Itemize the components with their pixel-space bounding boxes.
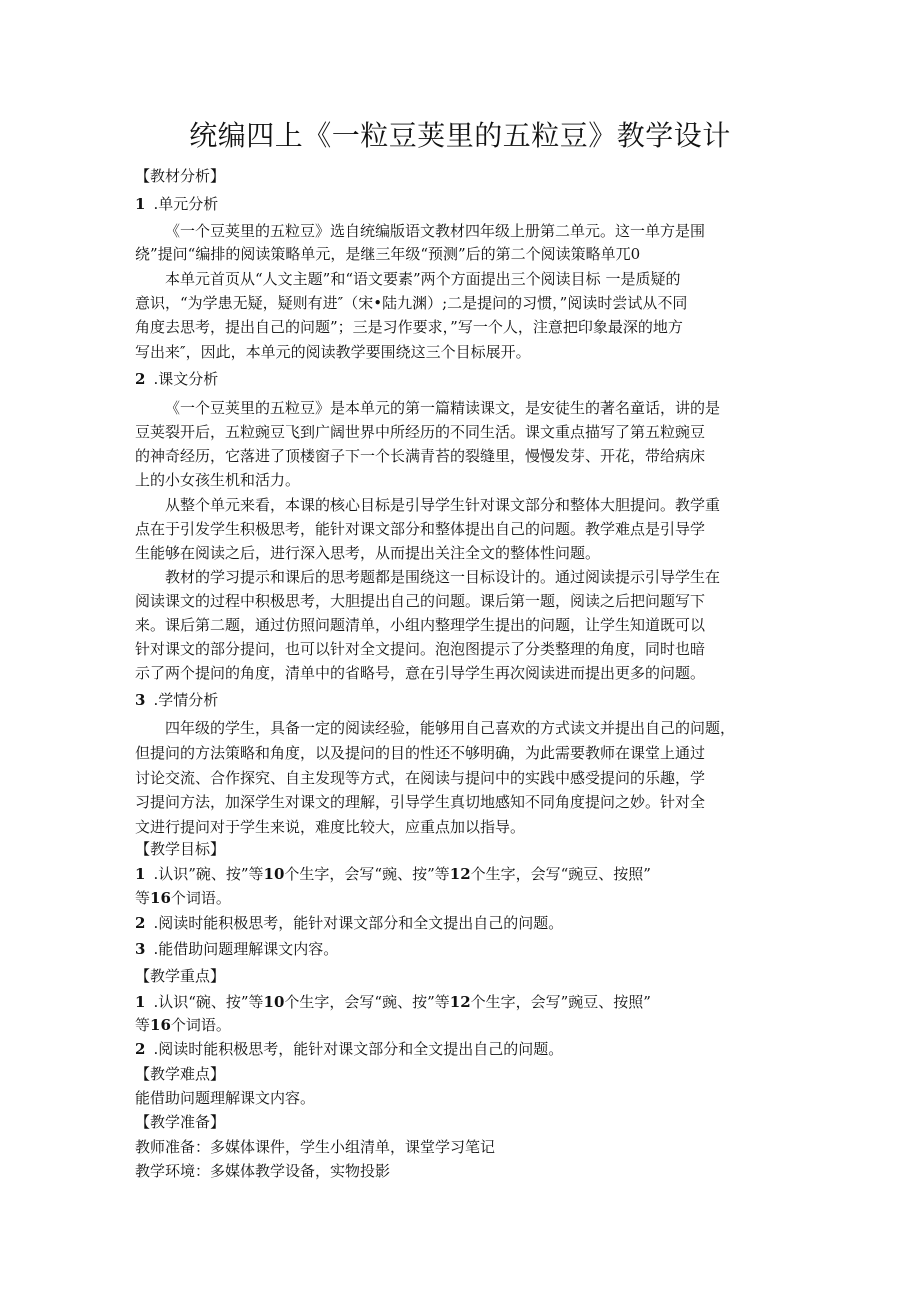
- item-text: .阅读时能积极思考，能针对课文部分和全文提出自己的问题。: [153, 1040, 564, 1058]
- paragraph-line: 习提问方法，加深学生对课文的理解，引导学生真切地感知不同角度提问之妙。针对全: [135, 793, 706, 811]
- key-item-1: [135, 990, 795, 1014]
- paragraph-line: 的神奇经历，它落进了顶楼窗子下一个长满青苔的裂缝里，慢慢发芽、开花，带给病床: [135, 447, 706, 465]
- paragraph-line: 意识，“为学患无疑，疑则有进″（宋•陆九渊）;二是提问的习惯，”阅读时尝试从不同: [135, 294, 688, 312]
- heading-teaching-goals: 【教学目标】: [135, 840, 226, 858]
- item-number-value: 12: [449, 993, 471, 1011]
- paragraph-line: 《一个豆荚里的五粒豆》选自统编版语文教材四年级上册第二单元。这一单方是围: [165, 222, 706, 240]
- item-text: 个生字，会写“豌、按”等: [284, 993, 450, 1011]
- item-number: 2: [135, 914, 146, 932]
- section-label: .学情分析: [153, 691, 219, 709]
- item-text: .阅读时能积极思考，能针对课文部分和全文提出自己的问题。: [153, 914, 564, 932]
- item-number-value: 16: [150, 889, 171, 907]
- paragraph-line: 针对课文的部分提问，也可以针对全文提问。泡泡图提示了分类整理的角度，同时也暗: [135, 640, 706, 658]
- paragraph-line: 来。课后第二题，通过仿照问题清单，小组内整理学生提出的问题，让学生知道既可以: [135, 616, 706, 634]
- goal-item-1: [135, 862, 795, 886]
- prep-environment: 教学环境：多媒体教学设备，实物投影: [135, 1162, 391, 1180]
- paragraph-line: 讨论交流、合作探究、自主发现等方式，在阅读与提问中的实践中感受提问的乐趣，学: [135, 769, 706, 787]
- paragraph-line: 《一个豆荚里的五粒豆》是本单元的第一篇精读课文，是安徒生的著名童话，讲的是: [165, 399, 721, 417]
- paragraph-line: 从整个单元来看，本课的核心目标是引导学生针对课文部分和整体大胆提问。教学重: [165, 496, 721, 514]
- paragraph-line: 写出来″，因此，本单元的阅读教学要围绕这三个目标展开。: [135, 343, 531, 361]
- item-number-value: 10: [263, 865, 285, 883]
- item-number-value: 12: [449, 865, 471, 883]
- section-number: 2: [135, 370, 146, 388]
- goal-item-1-cont: [135, 886, 795, 910]
- subheading-student-analysis: [135, 688, 795, 712]
- prep-teacher: 教师准备：多媒体课件，学生小组清单，课堂学习笔记: [135, 1138, 496, 1156]
- item-text: .能借助问题理解课文内容。: [153, 940, 339, 958]
- subheading-unit-analysis: [135, 192, 795, 216]
- item-text: .认识“碗、按”等: [153, 993, 264, 1011]
- paragraph-line: 四年级的学生，具备一定的阅读经验，能够用自己喜欢的方式读文并提出自己的问题，: [165, 719, 736, 737]
- goal-item-3: [135, 937, 795, 961]
- paragraph-line: 豆荚裂开后，五粒豌豆飞到广阔世界中所经历的不同生活。课文重点描写了第五粒豌豆: [135, 423, 706, 441]
- key-item-2: [135, 1037, 795, 1061]
- paragraph-line: 阅读课文的过程中积极思考，大胆提出自己的问题。课后第一题，阅读之后把问题写下: [135, 592, 706, 610]
- item-text: 个词语。: [170, 889, 231, 907]
- item-text: 个词语。: [170, 1016, 231, 1034]
- heading-difficulties: 【教学难点】: [135, 1065, 226, 1083]
- paragraph-line: 生能够在阅读之后，进行深入思考，从而提出关注全文的整体性问题。: [135, 544, 601, 562]
- paragraph-line: 示了两个提问的角度，清单中的省略号，意在引导学生再次阅读进而提出更多的问题。: [135, 664, 706, 682]
- paragraph-line: 角度去思考，提出自己的问题”；三是习作要求，”写一个人，注意把印象最深的地方: [135, 318, 683, 336]
- item-number: 1: [135, 993, 146, 1011]
- paragraph-line: 但提问的方法策略和角度，以及提问的目的性还不够明确，为此需要教师在课堂上通过: [135, 744, 706, 762]
- subheading-text-analysis: [135, 367, 795, 391]
- section-label: .单元分析: [153, 195, 219, 213]
- section-number: 3: [135, 691, 146, 709]
- paragraph-line: 点在于引发学生积极思考，能针对课文部分和整体提出自己的问题。教学难点是引导学: [135, 520, 706, 538]
- paragraph-line: 文进行提问对于学生来说，难度比较大，应重点加以指导。: [135, 818, 526, 836]
- item-number-value: 10: [263, 993, 285, 1011]
- item-text: .认识”碗、按”等: [153, 865, 264, 883]
- item-number-value: 16: [150, 1016, 171, 1034]
- paragraph-line: 上的小女孩生机和活力。: [135, 471, 301, 489]
- item-text: 个生字，会写“豌豆、按照”: [470, 865, 651, 883]
- section-number: 1: [135, 195, 146, 213]
- paragraph-line: 本单元首页从“人文主题”和“语文要素”两个方面提出三个阅读目标 一是质疑的: [165, 270, 681, 288]
- item-text: 等: [135, 889, 151, 907]
- item-number: 1: [135, 865, 146, 883]
- key-item-1-cont: [135, 1013, 795, 1037]
- heading-textbook-analysis: 【教材分析】: [135, 167, 226, 185]
- section-label: .课文分析: [153, 370, 219, 388]
- heading-preparation: 【教学准备】: [135, 1113, 226, 1131]
- difficulties-text: 能借助问题理解课文内容。: [135, 1089, 316, 1107]
- item-text: 个生字，会写”豌豆、按照”: [470, 993, 651, 1011]
- heading-key-points: 【教学重点】: [135, 967, 226, 985]
- paragraph-line: 绕”提问“编排的阅读策略单元，是继三年级“预测”后的第二个阅读策略单兀0: [135, 245, 641, 263]
- item-text: 等: [135, 1016, 151, 1034]
- document-title: 统编四上《一粒豆荚里的五粒豆》教学设计: [189, 119, 731, 152]
- item-text: 个生字，会写“豌、按”等: [284, 865, 450, 883]
- item-number: 3: [135, 940, 146, 958]
- item-number: 2: [135, 1040, 146, 1058]
- goal-item-2: [135, 911, 795, 935]
- paragraph-line: 教材的学习提示和课后的思考题都是围绕这一目标设计的。通过阅读提示引导学生在: [165, 568, 721, 586]
